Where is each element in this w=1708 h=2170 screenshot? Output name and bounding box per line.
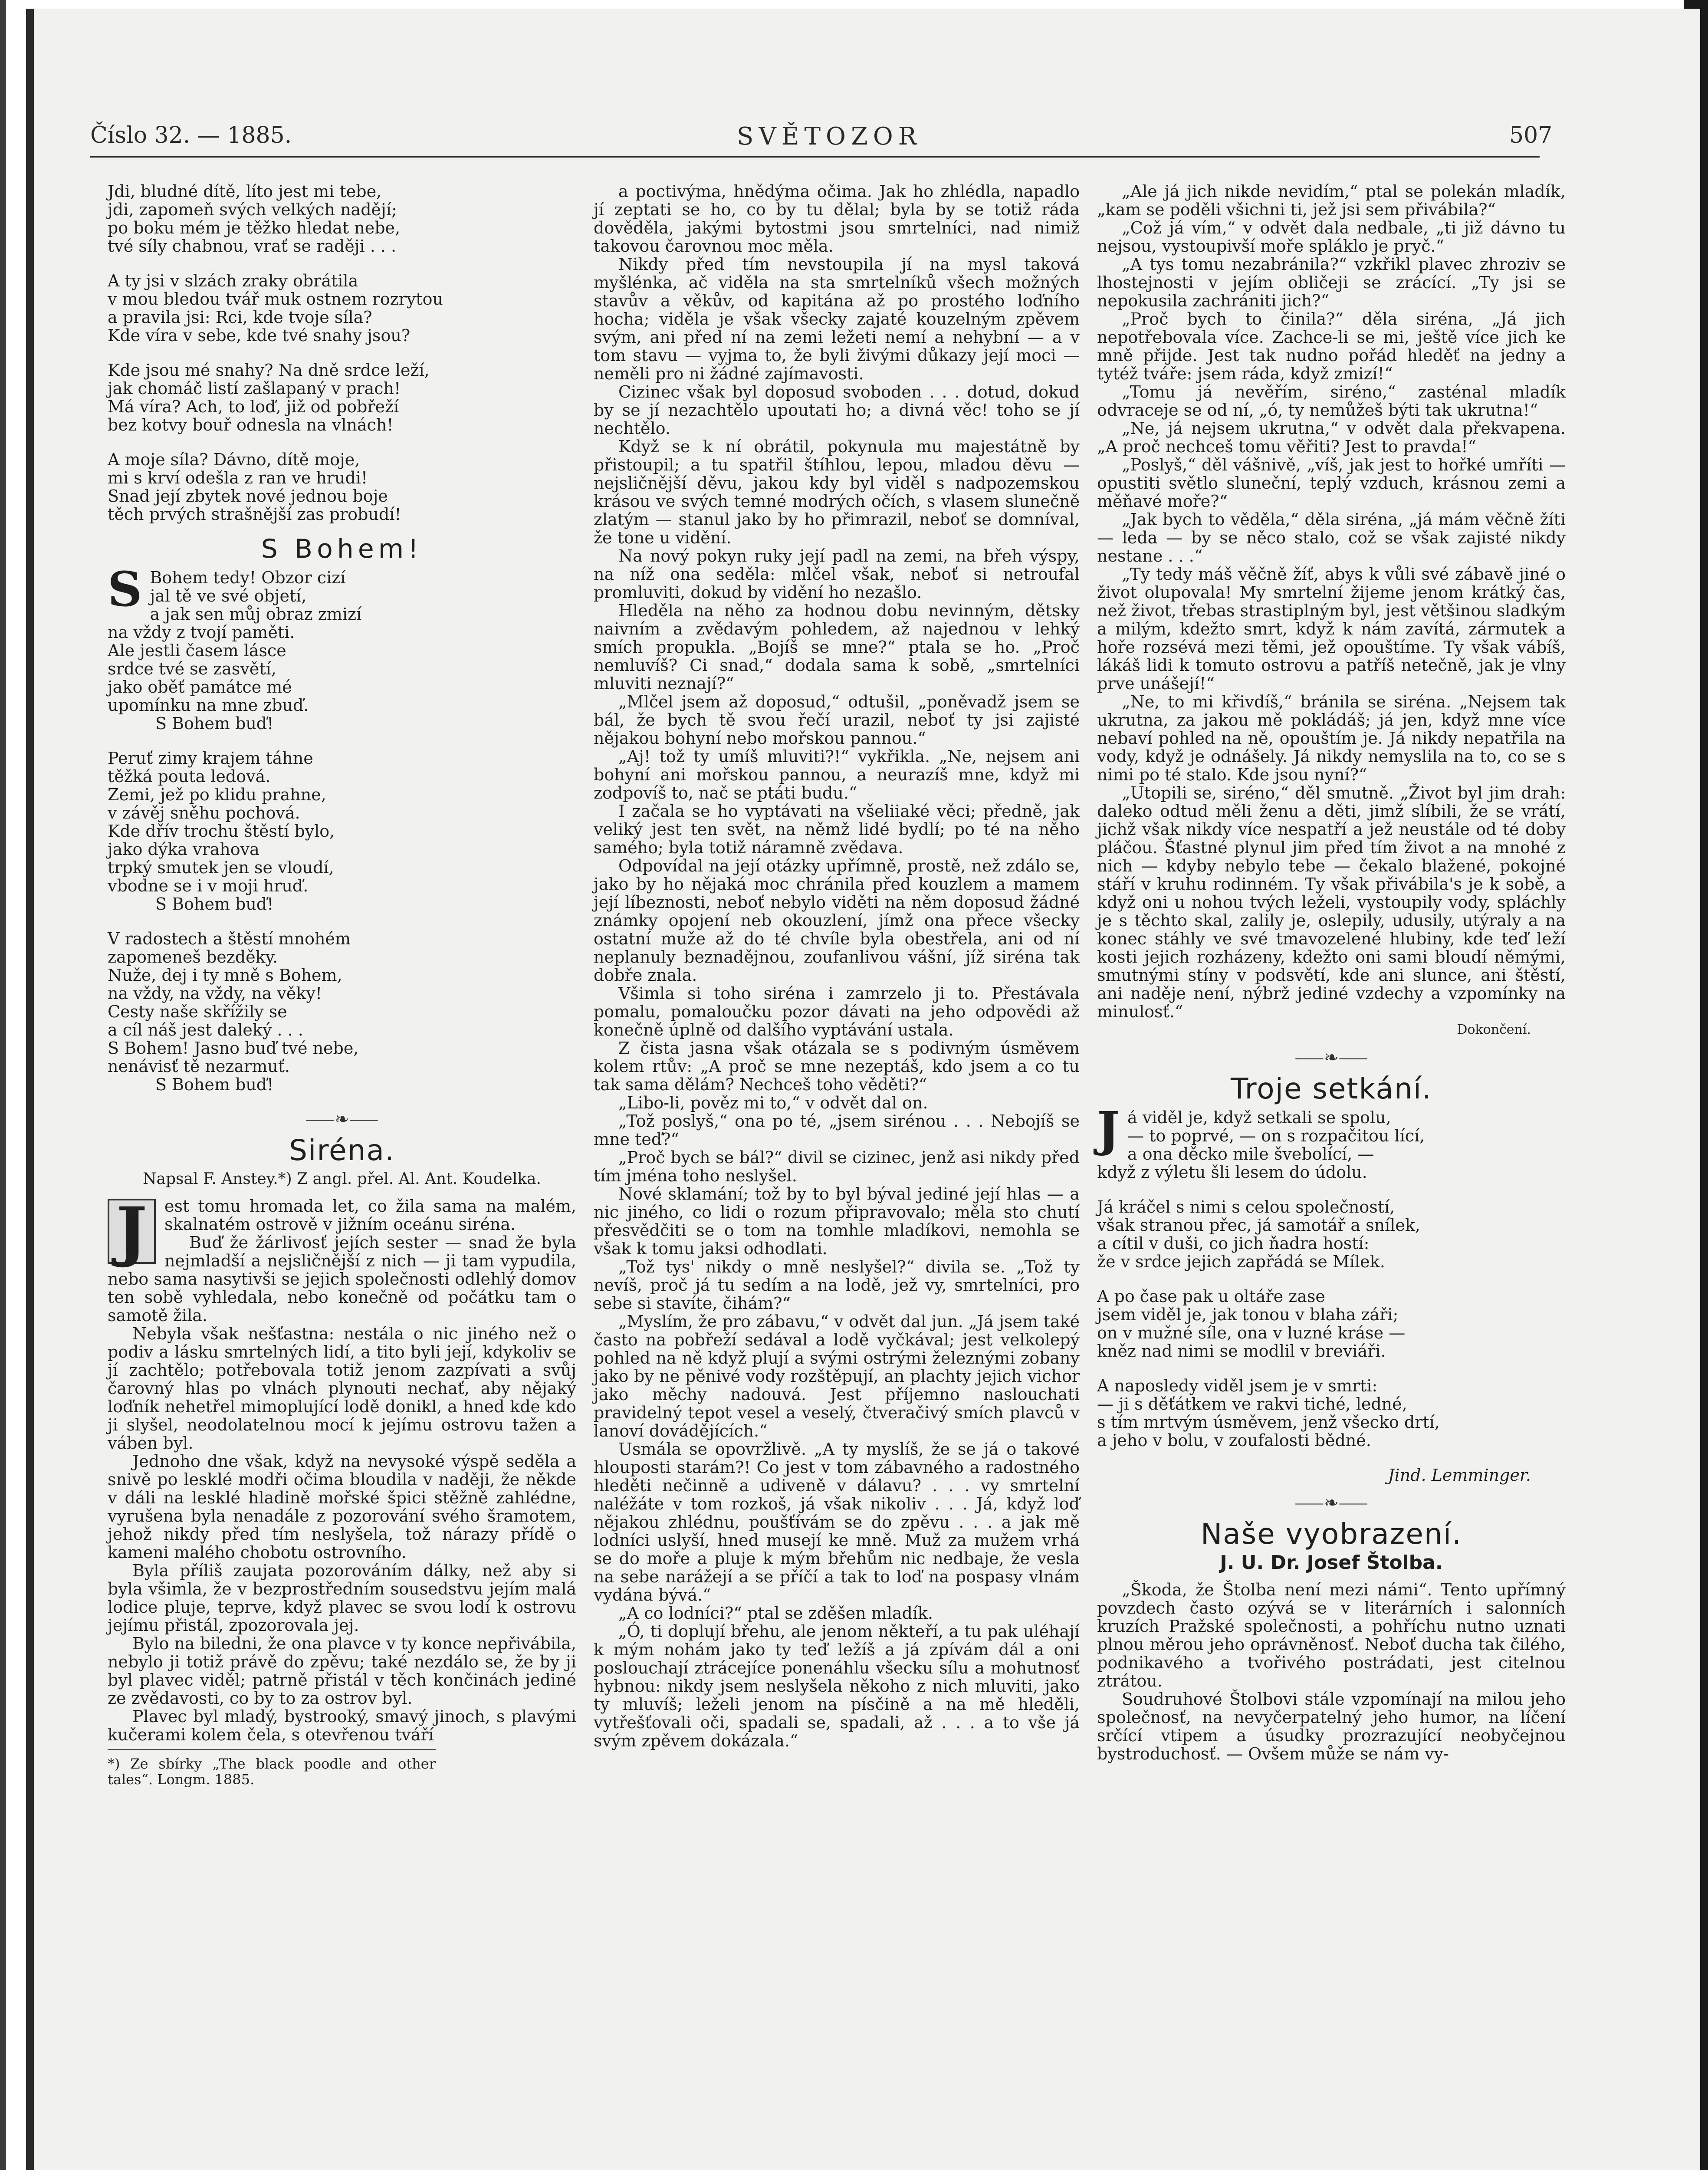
paragraph: „Jak bych to věděla,“ děla siréna, „já mám věčně žíti — leda — by se něco stalo, což se však zajisté nikdy nestane . . .“ xyxy=(1097,510,1566,566)
ornament-divider-2: ⸺❧⸺ xyxy=(1294,1048,1368,1068)
poem-line: A moje síla? Dávno, dítě moje, xyxy=(108,450,360,469)
drop-cap-letter: J xyxy=(108,1199,156,1264)
poem-line: on v mužné síle, ona v luzné kráse — xyxy=(1097,1323,1406,1342)
paragraph: Buď že žárlivosť jejích sester — snad že byla nejmladší a nejsličnější z nich — ji tam vypudila, nebo sama nasytivši se jejich společnosti odlehlý domov ten sobě vyhledala, nebo konečně od počátku tam o samotě žila. xyxy=(108,1233,576,1325)
paragraph: Hleděla na něho za hodnou dobu nevinným, dětsky naivním a zvědavým pohledem, až najednou v lehký smích propukla. „Bojíš se mne?“ ptala se ho. „Proč nemluvíš? Ci snad,“ dodala sama k sobě, „smrtelníci mluviti neznají?“ xyxy=(594,601,1080,693)
paragraph: „Ó, ti doplují břehu, ale jenom někteří, a tu pak uléhají k mým nohám jako ty teď ležíš a já zpívám dál a oni poslouchají ztrácejíce ponenáhlu všecku sílu a mohutnosť hybnou: nikdy jsem neslyšela někoho z nich mluviti, jako ty mluvíš; leželi jenom na písčině a na mě hleděli, vytřešťovali oči, spadali se, spadali, až . . . a to vše já svým zpěvem dokázala.“ xyxy=(594,1622,1080,1750)
paragraph: „Poslyš,“ děl vášnivě, „víš, jak jest to hořké umříti — opustiti světlo sluneční, teplý vzduch, krásnou zemi a měňavé moře?“ xyxy=(1097,455,1566,511)
section-text xyxy=(1097,1581,1566,1763)
column-1 xyxy=(108,182,576,1787)
paragraph: Všimla si toho siréna i zamrzelo ji to. Přestávala pomalu, pomaloučku pozor dávati na jeho odpovědi až konečně úplně od dalšího vyptávání ustala. xyxy=(594,984,1080,1039)
poem-line: Já kráčel s nimi s celou společností, xyxy=(1097,1197,1395,1217)
poem-line: trpký smutek jen se vloudí, xyxy=(108,858,334,877)
paragraph: Z čista jasna však otázala se s podivným úsměvem kolem rtův: „A proč se mne nezeptáš, kdo jsem a co tu tak sama dělám? Nechceš toho věděti?“ xyxy=(594,1039,1080,1094)
poem-line: však stranou přec, já samotář a snílek, xyxy=(1097,1216,1421,1235)
paragraph: „Libo-li, pověz mi to,“ v odvět dal on. xyxy=(618,1093,928,1112)
poem-line: a jeho v bolu, v zoufalosti bědné. xyxy=(1097,1431,1371,1450)
story-text-part-2 xyxy=(594,182,1080,1750)
paragraph: Byla příliš zaujata pozorováním dálky, než aby si byla všimla, že v bezprostředním sousedstvu jejím malá lodice pluje, teprve, když plavec se svou lodí k ostrovu jejímu přistál, zpozorovala jej. xyxy=(108,1561,576,1635)
paragraph: Soudruhové Štolbovi stále vzpomínají na milou jeho společnosť, na nevyčerpatelný jeho humor, na líčení srčící vtipem a úsudky prozrazující neobyčejnou bystroduchosť. — Ovšem může se nám vy- xyxy=(1097,1690,1566,1763)
poem-line: S Bohem tedy! Obzor cizí xyxy=(108,561,346,617)
poem-stanza xyxy=(1097,1287,1566,1360)
poem-line: Kde dřív trochu štěstí bylo, xyxy=(108,822,335,841)
paragraph: „Ne, já nejsem ukrutna,“ v odvět dala překvapena. „A proč nechceš tomu věřiti? Jest to pravda!“ xyxy=(1097,419,1566,456)
poem-line: vbodne se i v moji hruď. xyxy=(108,876,309,895)
paragraph: „Proč bych to činila?“ děla siréna, „Já jich nepotřebovala více. Zachce-li se mi, ještě více jich ke mně přijde. Jest tak nudno pořád hleděť na jedny a tytéž tváře: jsem ráda, když zmizí!“ xyxy=(1097,309,1566,383)
section-subtitle: J. U. Dr. Josef Štolba. xyxy=(1220,1552,1443,1574)
poem-line: A naposledy viděl jsem je v smrti: xyxy=(1097,1376,1378,1395)
poem-line: nenávisť tě nezarmuť. xyxy=(108,1057,290,1076)
paragraph: „Tož poslyš,“ ona po té, „jsem sirénou . . . Nebojíš se mne teď?“ xyxy=(594,1111,1080,1149)
poem-line: A ty jsi v slzách zraky obrátila xyxy=(108,271,358,290)
poem-stanza xyxy=(108,561,576,733)
poem-line: kněz nad nimi se modlil v breviáři. xyxy=(1097,1341,1386,1361)
paragraph: „Škoda, že Štolba není mezi námi“. Tento upřímný povzdech často ozývá se v literárních i salonních kruzích Pražské společnosti, a pohříchu nutno uznati plnou měrou jeho oprávněnosť. Neboť ducha tak čilého, podnikavého a tvořivého postrádati, jest citelnou ztrátou. xyxy=(1097,1580,1566,1690)
paragraph: Nikdy před tím nevstoupila jí na mysl taková myšlénka, ač viděla na sta smrtelníků všech možných stavův a věkův, od kapitána až po prostého loďního hocha; viděla je však všecky zajaté kouzelným zpěvem svým, ani před ní na zemi ležeti nemí a nehybní — a v tom stavu — vyjma to, že byli živými důkazy její moci — neměli pro ni žádné zajímavosti. xyxy=(594,255,1080,383)
poem-line: mi s krví odešla z ran ve hrudi! xyxy=(108,468,368,487)
issue-number: Číslo 32. — 1885. xyxy=(90,122,292,148)
poem-line: V radostech a štěstí mnohém xyxy=(108,929,351,948)
poem-line: Má víra? Ach, to loď, již od pobřeží xyxy=(108,397,399,416)
poem-line: na vždy, na vždy, na věky! xyxy=(108,984,322,1003)
paragraph: Bylo na biledni, že ona plavce v ty konce nepřivábila, nebylo ji totiž právě do zpěvu; také nezdálo se, že by ji byl plavec viděl; patrně přistál v těch končinách jediné ze zvědavosti, co by to za ostrov byl. xyxy=(108,1634,576,1708)
continued-note: Dokončení. xyxy=(1457,1022,1531,1037)
newspaper-page xyxy=(26,9,1700,2170)
poem-3-signature: Jind. Lemminger. xyxy=(1388,1466,1531,1485)
paragraph: „Ne, to mi křivdíš,“ bránila se siréna. „Nejsem tak ukrutna, za jakou mě pokládáš; já jen, když mne více nebaví pohled na ně, opouštím je. Já nikdy nepatřila na vody, když je odnášely. Já nikdy nemyslila na to, co se s nimi po té stalo. Kde jsou nyní?“ xyxy=(1097,692,1566,784)
poem-stanza xyxy=(108,930,576,1094)
poem-line: Snad její zbytek nové jednou boje xyxy=(108,487,388,506)
poem-stanza xyxy=(1097,1101,1566,1182)
paragraph: J est tomu hromada let, co žila sama na malém, skalnatém ostrově v jižním oceánu siréna. xyxy=(108,1197,576,1233)
poem-line: že v srdce jejich zapřádá se Mílek. xyxy=(1097,1252,1385,1271)
poem-line: jako dýka vrahova xyxy=(108,840,259,859)
paragraph: Nové sklamání; tož by to byl býval jediné její hlas — a nic jiného, co lidi o rozum připravovalo; měla sto chutí přesvědčiti se o tom na tomhle mladíkovi, nemohla se však k tomu jaksi odhodlati. xyxy=(594,1184,1080,1258)
drop-cap-letter: S xyxy=(108,561,142,617)
poem-line: Peruť zimy krajem táhne xyxy=(108,749,313,768)
drop-cap-letter: J xyxy=(1097,1101,1120,1157)
poem-3 xyxy=(1097,1101,1566,1450)
poem-line: když z výletu šli lesem do údolu. xyxy=(1097,1163,1367,1182)
paragraph: „Myslím, že pro zábavu,“ v odvět dal jun. „Já jsem také často na pobřeží sedával a lodě vyčkával; jest velkolepý pohled na ně když plují a svými ostrými železnými zobany jako by ne pěnivé vody rozštěpují, an plachty jejich vichor jako měchy nadouvá. Jest příjemno naslouchati pravidelný tepot vesel a veselý, čtveračivý smích plavců v lanoví dovádějících.“ xyxy=(594,1312,1080,1440)
poem-stanza xyxy=(108,182,576,255)
footnote: *) Ze sbírky „The black poodle and other tales“. Longm. 1885. xyxy=(108,1749,436,1787)
poem-line: zapomeneš bezděky. xyxy=(108,947,278,967)
poem-line: Ale jestli časem lásce xyxy=(108,641,286,660)
paragraph: Když se k ní obrátil, pokynula mu majestátně by přistoupil; a tu spatřil štíhlou, lepou, mladou děvu — nejsličnější děvu, jakou kdy byl viděl s nadpozemskou krásou ve svých temné modrých očích, s vlasem slunečně zlatým — stanul jako by ho přimrazil, neboť se domníval, že tone u vidění. xyxy=(594,437,1080,547)
poem-line: Kde víra v sebe, kde tvé snahy jsou? xyxy=(108,326,411,345)
poem-1 xyxy=(108,182,576,523)
paragraph: „Ale já jich nikde nevidím,“ ptal se polekán mladík, „kam se poděli všichni ti, jež jsi sem přivábila?“ xyxy=(1097,182,1566,219)
poem-stanza xyxy=(108,450,576,523)
poem-stanza xyxy=(1097,1198,1566,1271)
poem-line: v závěj sněhu pochová. xyxy=(108,803,300,822)
column-3 xyxy=(1097,182,1566,1763)
poem-line: Já viděl je, když setkali se spolu, xyxy=(1097,1101,1391,1157)
paragraph: „Což já vím,“ v odvět dala nedbale, „ti již dávno tu nejsou, vystoupivší moře spláklo je pryč.“ xyxy=(1097,218,1566,256)
poem-line: po boku mém je těžko hledat nebe, xyxy=(108,218,401,237)
story-title: Siréna. xyxy=(289,1134,395,1167)
paragraph: „Ty tedy máš věčně žíť, abys k vůli své zábavě jiné o život olupovala! My smrtelní žijeme jenom krátký čas, než život, třebas strastiplným byl, jest většinou sladkým a milým, kdežto smrt, když k nám zavítá, zármutek a hoře rozsévá mezi těmi, jež opouštíme. Ty však vábíš, lákáš lidi k tomuto ostrovu a patříš netečně, jak je vlny prve unášejí!“ xyxy=(1097,565,1566,693)
paragraph: Plavec byl mladý, bystrooký, smavý jinoch, s plavými kučerami kolem čela, s otevřenou tváří xyxy=(108,1707,576,1744)
poem-2-title: S Bohem! xyxy=(261,534,423,564)
paragraph: I začala se ho vyptávati na všeliiaké věci; předně, jak veliký jest ten svět, na němž lidé bydlí; po té na něho samého; byla totiž náramně zvědava. xyxy=(594,802,1080,857)
poem-line: jdi, zapomeň svých velkých nadějí; xyxy=(108,200,397,219)
poem-line: tvé síly chabnou, vrať se raději . . . xyxy=(108,237,397,256)
section-title: Naše vyobrazení. xyxy=(1200,1517,1462,1551)
paragraph: Nebyla však nešťastna: nestála o nic jiného než o podiv a lásku smrtelných lidí, a tito byli její, kdykoliv se jí zachtělo; potřebovala totiž jenom zazpívati a svůj čarovný hlas po vlnách plynouti nechať, aby nějaký loďník nehetřel mimoplující lodě donikl, a hned kde kdo ji slyšel, neodolatelnou mocí k jejímu ostrovu tažen a váben byl. xyxy=(108,1324,576,1453)
ornament-divider-3: ⸺❧⸺ xyxy=(1294,1493,1368,1513)
poem-line: Kde jsou mé snahy? Na dně srdce leží, xyxy=(108,361,430,380)
masthead-title: SVĚTOZOR xyxy=(737,122,922,151)
page-number: 507 xyxy=(1509,122,1553,148)
poem-2 xyxy=(108,561,576,1094)
column-2 xyxy=(594,182,1080,1750)
poem-line: S Bohem buď! xyxy=(155,1075,274,1094)
poem-stanza xyxy=(108,749,576,913)
poem-line: A po čase pak u oltáře zase xyxy=(1097,1287,1325,1306)
story-byline: Napsal F. Anstey.*) Z angl. přel. Al. Ant. Koudelka. xyxy=(143,1170,541,1188)
poem-line: na vždy z tvojí paměti. xyxy=(108,623,295,642)
poem-line: a pravila jsi: Rci, kde tvoje síla? xyxy=(108,308,372,327)
paragraph: „A tys tomu nezabránila?“ vzkřikl plavec zhroziv se lhostejnosti v jejím obličeji se zrácící. „Ty jsi se nepokusila zachrániti jich?“ xyxy=(1097,255,1566,310)
poem-line: těžká pouta ledová. xyxy=(108,767,271,786)
paragraph: Usmála se opovržlivě. „A ty myslíš, že se já o takové hlouposti starám?! Co jest v tom zábavného a radostného hleděti nečinně a udiveně v dálavu? . . . vy smrtelní naléžáte v tom rozkoš, já však nikoliv . . . Já, když loď nějakou zhlédnu, poušťívám se do zpěvu . . . a jak mě lodníci uslyší, hned musejí ke mně. Muž za mužem vrhá se do moře a pluje k mým břehům nic nedbaje, že vesla na sebe narážejí a se příčí a tak to loď na pospasy vlnám vydána bývá.“ xyxy=(594,1440,1080,1604)
poem-stanza xyxy=(108,272,576,345)
poem-line: Jdi, bludné dítě, líto jest mi tebe, xyxy=(108,182,382,201)
poem-line: jak chomáč listí zašlapaný v prach! xyxy=(108,379,401,398)
paragraph: Cizinec však byl doposud svoboden . . . dotud, dokud by se jí nezachtělo upoutati ho; a divná věc! toho se jí nechtělo. xyxy=(594,382,1080,438)
paragraph: „Mlčel jsem až doposud,“ odtušil, „poněvadž jsem se bál, že bych tě svou řečí urazil, neboť ty jsi zajisté nějakou bohyní nebo mořskou pannou.“ xyxy=(594,692,1080,748)
poem-line: S Bohem buď! xyxy=(155,894,274,914)
poem-3-title: Troje setkání. xyxy=(1230,1072,1432,1105)
poem-line: s tím mrtvým úsměvem, jenž všecko drtí, xyxy=(1097,1413,1440,1432)
poem-line: S Bohem! Jasno buď tvé nebe, xyxy=(108,1039,359,1058)
poem-line: upomínku na mne zbuď. xyxy=(108,696,309,715)
poem-line: těch prvých strašnější zas probudí! xyxy=(108,505,401,524)
paragraph: a poctivýma, hnědýma očima. Jak ho zhlédla, napadlo jí zeptati se ho, co by tu dělal; byla by se totiž ráda dověděla, jakými bytostmi jsou smrtelníci, nad nimiž takovou čarovnou moc měla. xyxy=(594,182,1080,256)
poem-line: a jak sen můj obraz zmizí xyxy=(150,605,362,624)
poem-line: a cíl náš jest daleký . . . xyxy=(108,1020,303,1039)
paragraph: „Tomu já nevěřím, siréno,“ zasténal mladík odvraceje se od ní, „ó, ty nemůžeš býti tak ukrutna!“ xyxy=(1097,382,1566,420)
poem-stanza xyxy=(108,361,576,434)
poem-line: Cesty naše skřížily se xyxy=(108,1002,287,1021)
paragraph: Na nový pokyn ruky její padl na zemi, na břeh výspy, na níž ona seděla: mlčel však, neboť si netroufal promluviti, dokud by vidění ho nezašlo. xyxy=(594,546,1080,602)
poem-line: — ji s děťátkem ve rakvi tiché, ledné, xyxy=(1097,1394,1407,1414)
poem-line: bez kotvy bouř odnesla na vlnách! xyxy=(108,415,394,434)
paragraph: Odpovídal na její otázky upřímně, prostě, než zdálo se, jako by ho nějaká moc chránila před kouzlem a mamem její líbeznosti, neboť nebylo viděti na něm doposud žádné známky opojení neb okouzlení, jímž ona přece všecky ostatní muže až do té chvíle byla obestřela, ani od ní neplanuly beznadějnou, zoufanlivou vášní, jíž siréna tak dobře znala. xyxy=(594,856,1080,985)
poem-line: Zemi, jež po klidu prahne, xyxy=(108,785,326,804)
poem-line: — to poprvé, — on s rozpačitou lící, xyxy=(1127,1126,1425,1145)
poem-line: a ona děcko mile švebolící, — xyxy=(1127,1144,1374,1164)
paragraph: „Aj! tož ty umíš mluviti?!“ vykřikla. „Ne, nejsem ani bohyní ani mořskou pannou, a neurazíš mne, když mi zodpovíš to, nač se ptáti budu.“ xyxy=(594,747,1080,802)
paragraph: Jednoho dne však, když na nevysoké výspě seděla a snivě po lesklé modři očima bloudila v naději, že někde v dáli na lesklé hladině mořské špici stěžně zahlédne, vyrušena byla nenadále z pozorování svého šramotem, jehož nikdy před tím neslyšela, tož nárazy přídě o kameni malého chobotu ostrovního. xyxy=(108,1452,576,1562)
poem-line: jsem viděl je, jak tonou v blaha záři; xyxy=(1097,1305,1399,1324)
poem-line: jako oběť památce mé xyxy=(108,677,292,697)
paragraph: „A co lodníci?“ ptal se zděšen mladík. xyxy=(618,1604,933,1623)
story-text-part-1 xyxy=(108,1193,576,1744)
poem-line: Nuže, dej i ty mně s Bohem, xyxy=(108,966,342,985)
story-text-part-3 xyxy=(1097,182,1566,1021)
header-rule xyxy=(90,156,1540,158)
poem-line: jal tě ve své objetí, xyxy=(150,586,307,605)
poem-stanza xyxy=(1097,1377,1566,1450)
ornament-divider: ⸺❧⸺ xyxy=(305,1109,379,1129)
poem-line: S Bohem buď! xyxy=(155,714,274,733)
paragraph: „Utopili se, siréno,“ děl smutně. „Život byl jim drah: daleko odtud měli ženu a děti, jimž slíbili, že se vrátí, jichž však nikdy více nespatří a jež neustále od té doby pláčou. Šťastné plynul jim před tím život a na mnohé z nich — kdyby nebylo tebe — čekalo blažené, pokojné stáří v kruhu rodinném. Ty však přivábila's je k sobě, a když oni u nohou tvých leželi, vystoupily vody, spláchly je s těchto skal, zalily je, oslepily, udusily, utýraly a na konec stáhly ve své tmavozelené hlubiny, kde teď leží kosti jejich rozházeny, kdežto oni sami bloudí němými, smutnými stíny v podsvětí, kde ani slunce, ani štěstí, ani naděje není, nýbrž jediné vzdechy a vzpomínky na minulosť.“ xyxy=(1097,783,1566,1021)
poem-line: srdce tvé se zasvětí, xyxy=(108,659,276,678)
paragraph: „Tož tys' nikdy o mně neslyšel?“ divila se. „Tož ty nevíš, proč já tu sedím a na lodě, jež vy, smrtelníci, pro sebe si stavíte, čihám?“ xyxy=(594,1257,1080,1313)
paragraph: „Proč bych se bál?“ divil se cizinec, jenž asi nikdy před tím jména toho neslyšel. xyxy=(594,1148,1080,1185)
poem-line: v mou bledou tvář muk ostnem rozrytou xyxy=(108,289,443,309)
poem-line: a cítil v duši, co jich ňadra hostí: xyxy=(1097,1234,1370,1253)
